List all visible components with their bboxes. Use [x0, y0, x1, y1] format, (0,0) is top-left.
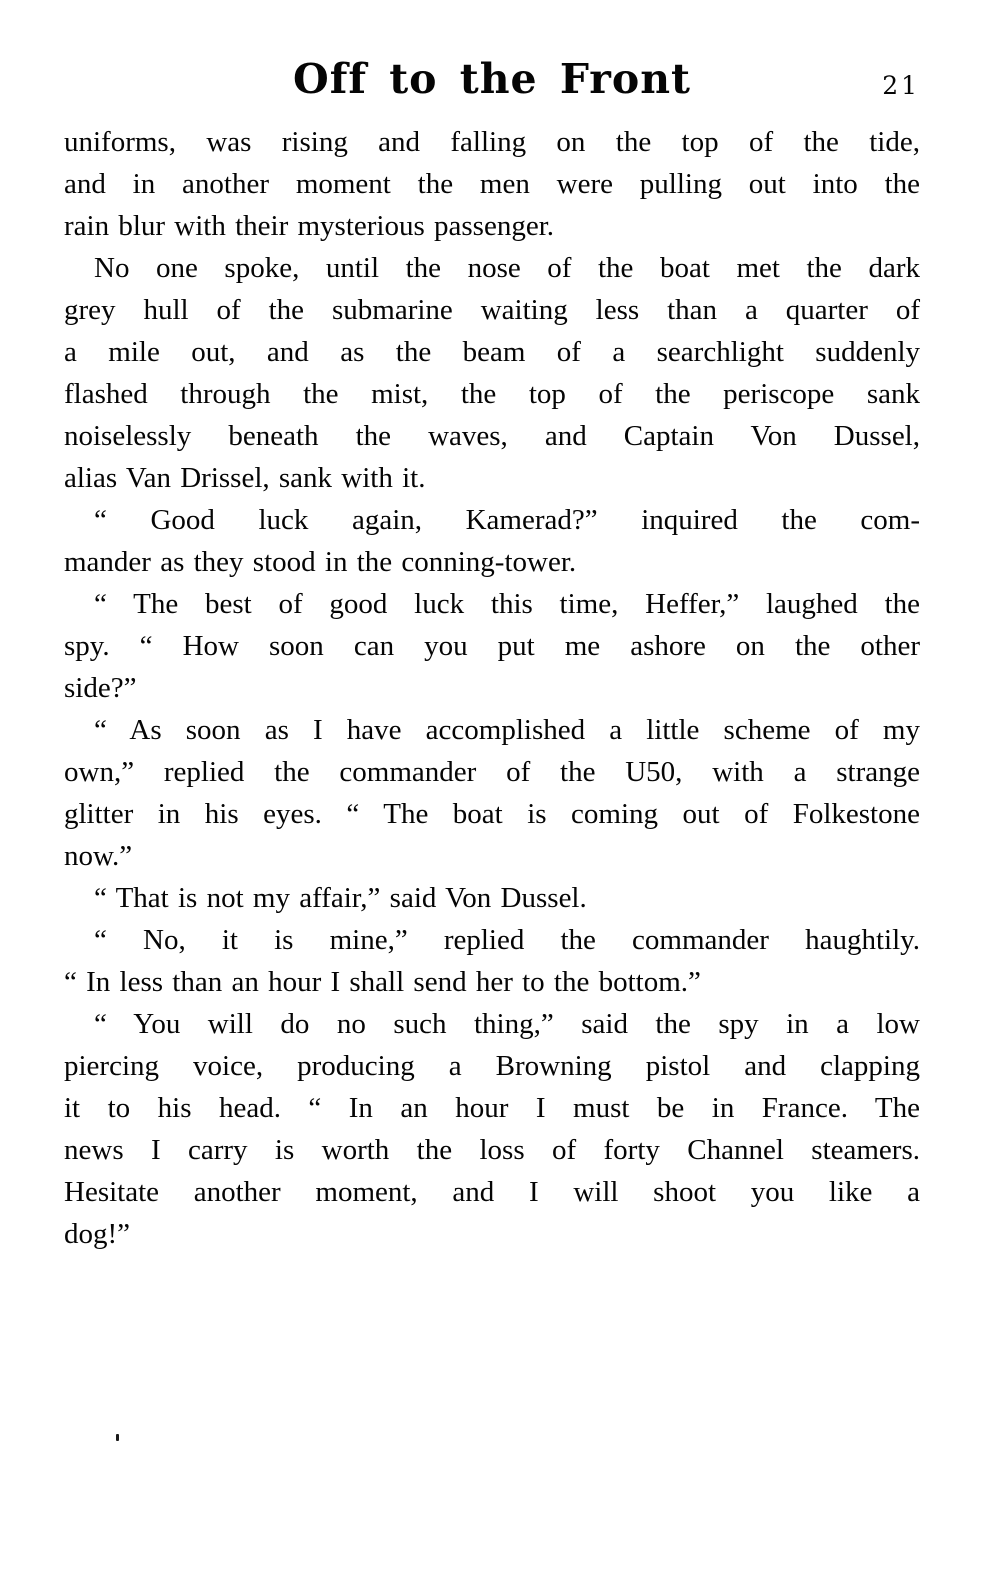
text-line: now.”	[64, 840, 133, 872]
text-line: “ The best of good luck this time, Heffer,” laughed the	[94, 588, 920, 620]
text-line: alias Van Drissel, sank with it.	[64, 462, 426, 494]
text-line: grey hull of the submarine waiting less than a quarter of	[64, 294, 920, 326]
text-line: flashed through the mist, the top of the periscope sank	[64, 378, 920, 410]
text-line: rain blur with their mysterious passenger.	[64, 210, 555, 242]
text-line: glitter in his eyes. “ The boat is coming out of Folkestone	[64, 798, 920, 830]
text-line: spy. “ How soon can you put me ashore on the other	[64, 630, 920, 662]
paragraph	[64, 499, 920, 583]
text-line: “ As soon as I have accomplished a little scheme of my	[94, 714, 920, 746]
text-line: uniforms, was rising and falling on the top of the tide,	[64, 126, 920, 158]
text-line: “ Good luck again, Kamerad?” inquired the com-	[94, 504, 920, 536]
ink-speck	[116, 1434, 119, 1441]
text-line: “ No, it is mine,” replied the commander haughtily.	[94, 924, 920, 956]
page-header	[64, 56, 920, 104]
paragraph	[64, 247, 920, 499]
text-line: news I carry is worth the loss of forty Channel steamers.	[64, 1134, 920, 1166]
text-line: piercing voice, producing a Browning pistol and clapping	[64, 1050, 920, 1082]
paragraph	[64, 709, 920, 877]
text-line: and in another moment the men were pulling out into the	[64, 168, 920, 200]
text-line: “ You will do no such thing,” said the spy in a low	[94, 1008, 920, 1040]
paragraph	[64, 877, 920, 919]
text-line: No one spoke, until the nose of the boat met the dark	[94, 252, 920, 284]
paragraph	[64, 919, 920, 1003]
text-line: “ In less than an hour I shall send her to the bottom.”	[64, 966, 701, 998]
text-line: “ That is not my affair,” said Von Dussel.	[94, 882, 587, 914]
paragraph	[64, 1003, 920, 1255]
page-number: 21	[882, 71, 920, 100]
text-line: side?”	[64, 672, 137, 704]
paragraph	[64, 583, 920, 709]
text-line: dog!”	[64, 1218, 131, 1250]
text-line: mander as they stood in the conning-tower.	[64, 546, 577, 578]
paragraph	[64, 121, 920, 247]
text-line: noiselessly beneath the waves, and Captain Von Dussel,	[64, 420, 920, 452]
page-body	[64, 121, 920, 1255]
text-line: own,” replied the commander of the U50, with a strange	[64, 756, 920, 788]
text-line: a mile out, and as the beam of a searchlight suddenly	[64, 336, 920, 368]
text-line: it to his head. “ In an hour I must be in France. The	[64, 1092, 920, 1124]
running-title: Off to the Front	[292, 55, 691, 103]
text-line: Hesitate another moment, and I will shoot you like a	[64, 1176, 920, 1208]
